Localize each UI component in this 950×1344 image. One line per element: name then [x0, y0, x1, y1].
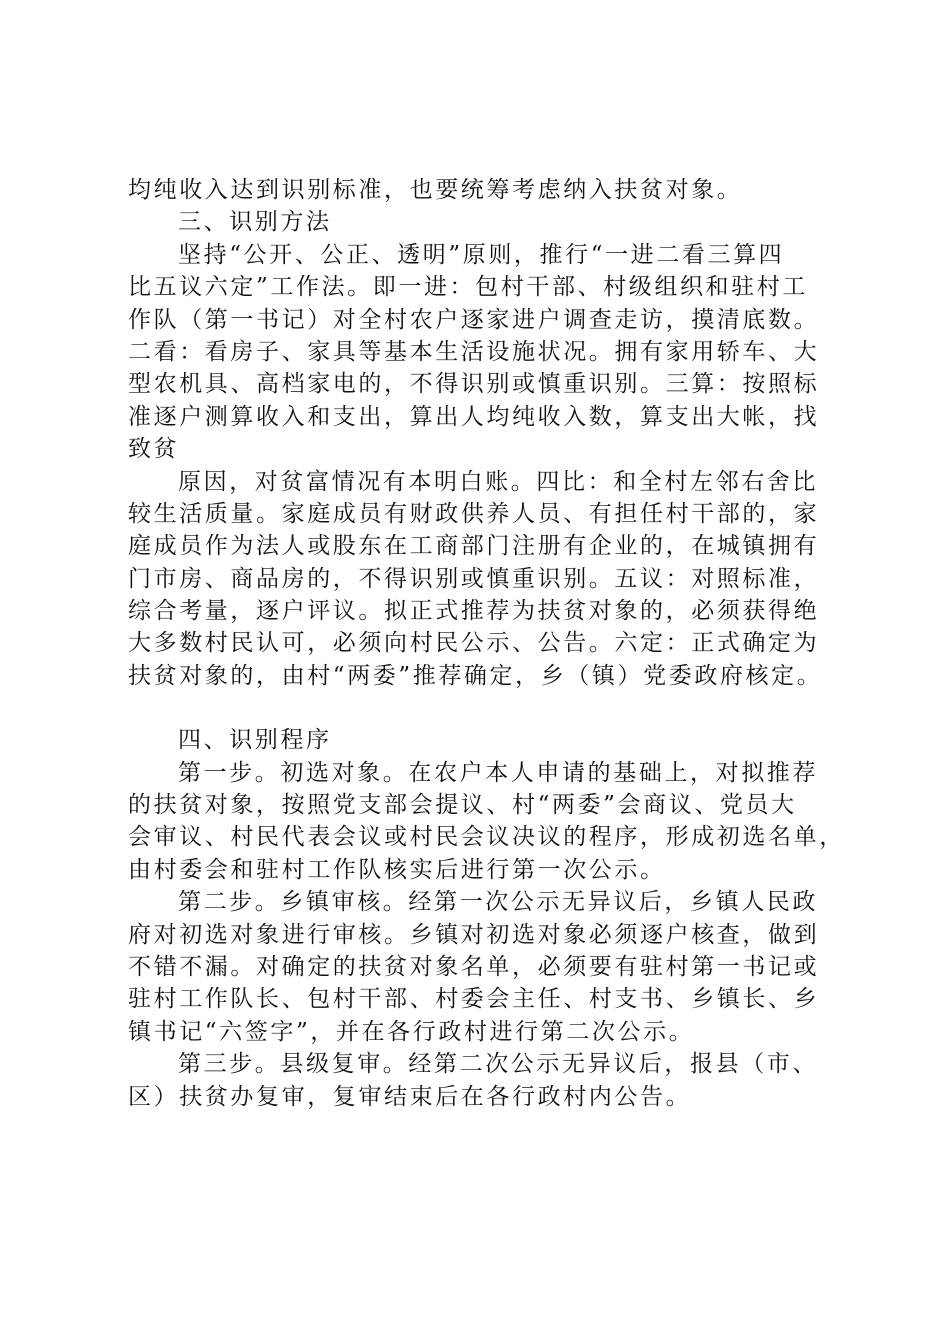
- text-line: 较生活质量。家庭成员有财政供养人员、有担任村干部的，家: [128, 500, 820, 527]
- text-line: 镇书记“六签字”，并在各行政村进行第二次公示。: [128, 1018, 695, 1045]
- text-line: 扶贫对象的，由村“两委”推荐确定，乡（镇）党委政府核定。: [128, 662, 823, 689]
- text-line: 驻村工作队长、包村干部、村委会主任、村支书、乡镇长、乡: [128, 986, 820, 1013]
- text-line: 作队（第一书记）对全村农户逐家进户调查走访，摸清底数。: [128, 306, 820, 333]
- text-line: 的扶贫对象，按照党支部会提议、村“两委”会商议、党员大: [128, 792, 797, 819]
- text-line: 第二步。乡镇审核。经第一次公示无异议后，乡镇人民政: [178, 889, 818, 916]
- text-line: 坚持“公开、公正、透明”原则，推行“一进二看三算四: [178, 241, 785, 268]
- text-line: 会审议、村民代表会议或村民会议决议的程序，形成初选名单，: [128, 824, 845, 851]
- document-page: [128, 174, 845, 1113]
- text-line: 型农机具、高档家电的，不得识别或慎重识别。三算：按照标: [128, 371, 820, 398]
- text-line: 比五议六定”工作法。即一进：包村干部、村级组织和驻村工: [128, 274, 808, 301]
- text-line: 第一步。初选对象。在农户本人申请的基础上，对拟推荐: [178, 759, 818, 786]
- section-heading-procedure: 四、识别程序: [178, 727, 332, 754]
- text-line: 综合考量，逐户评议。拟正式推荐为扶贫对象的，必须获得绝: [128, 598, 820, 625]
- paragraph-gap: [128, 692, 840, 724]
- text-line: 庭成员作为法人或股东在工商部门注册有企业的，在城镇拥有: [128, 533, 820, 560]
- section-heading-method: 三、识别方法: [178, 209, 332, 236]
- text-line: 由村委会和驻村工作队核实后进行第一次公示。: [128, 856, 666, 883]
- text-line: 二看：看房子、家具等基本生活设施状况。拥有家用轿车、大: [128, 338, 820, 365]
- text-line: 第三步。县级复审。经第二次公示无异议后，报县（市、: [178, 1051, 818, 1078]
- text-line: 均纯收入达到识别标准，也要统筹考虑纳入扶贫对象。: [128, 177, 743, 203]
- text-line: 区）扶贫办复审，复审结束后在各行政村内公告。: [128, 1083, 692, 1110]
- text-line: 府对初选对象进行审核。乡镇对初选对象必须逐户核查，做到: [128, 921, 820, 948]
- text-line: 大多数村民认可，必须向村民公示、公告。六定：正式确定为: [128, 630, 820, 657]
- text-line: 准逐户测算收入和支出，算出人均纯收入数，算支出大帐，找: [128, 403, 820, 430]
- text-line: 门市房、商品房的，不得识别或慎重识别。五议：对照标准，: [128, 565, 820, 592]
- text-line: 不错不漏。对确定的扶贫对象名单，必须要有驻村第一书记或: [128, 953, 820, 980]
- text-line: 致贫: [128, 436, 180, 463]
- text-line: 原因，对贫富情况有本明白账。四比：和全村左邻右舍比: [178, 468, 818, 495]
